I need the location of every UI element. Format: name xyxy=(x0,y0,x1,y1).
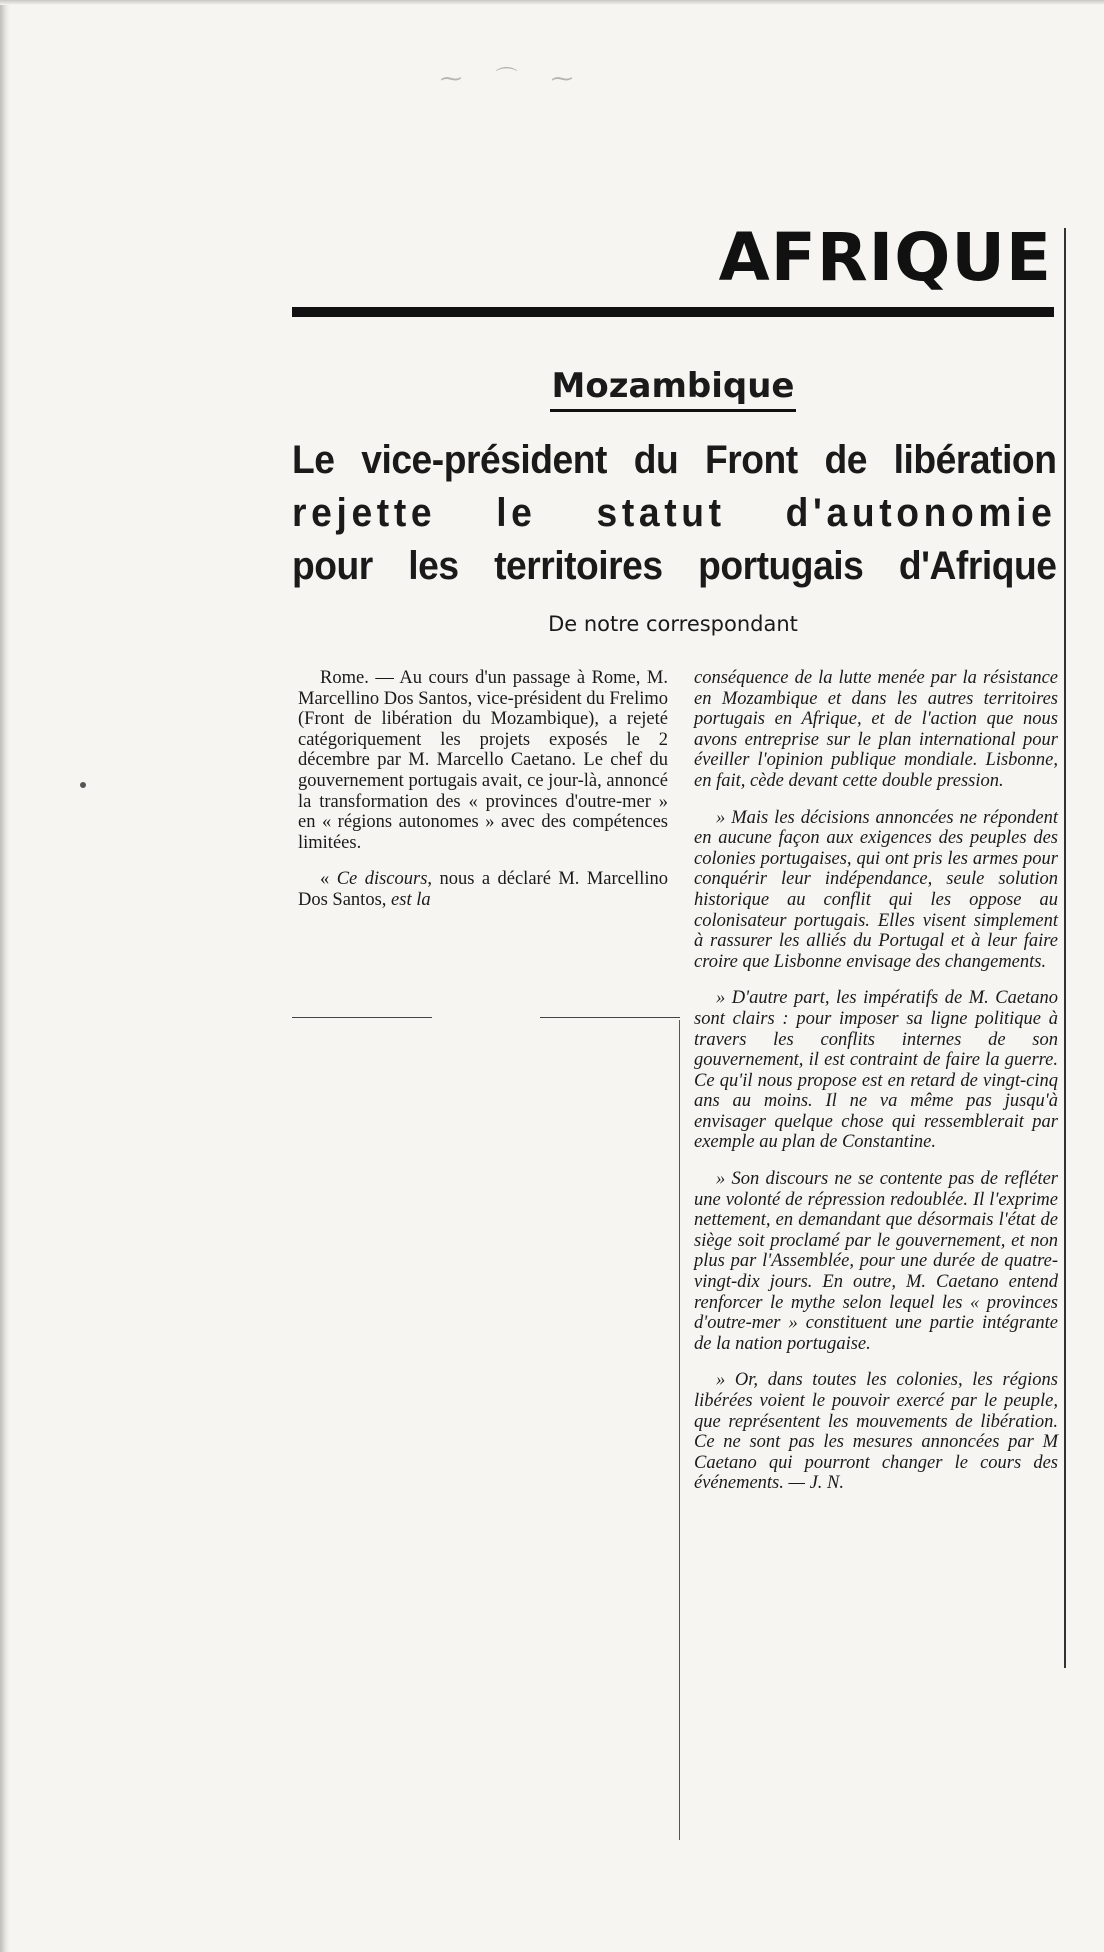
section-title: AFRIQUE xyxy=(718,219,1052,296)
ink-speck xyxy=(80,782,86,788)
byline: De notre correspondant xyxy=(548,612,798,636)
rubric-label: Mozambique xyxy=(550,364,797,412)
section-title-rule xyxy=(292,307,1054,317)
paragraph: » Mais les décisions annoncées ne répondent en aucune façon aux exigences des peuples des colonies portugaises, qui ont pris les armes pour conquérir leur indépendance, seule solution historique au conflit qui les oppose au colonisateur portugais. Elles visent simplement à rassurer les alliés du Portugal et à leur faire croire que Lisbonne envisage des changements. xyxy=(694,807,1058,972)
article-column-right xyxy=(694,668,1058,1510)
paragraph: « Ce discours, nous a déclaré M. Marcellino Dos Santos, est la xyxy=(298,869,669,910)
paragraph: Rome. — Au cours d'un passage à Rome, M. Marcellino Dos Santos, vice-président du Frelimo (Front de libération du Mozambique), a rejeté catégoriquement les projets exposés le 2 décembre par M. Marcello Caetano. Le chef du gouvernement portugais avait, ce jour-là, annoncé la transformation des « provinces d'outre-mer » en « régions autonomes » avec des compétences limitées. xyxy=(298,668,668,853)
scan-left-edge xyxy=(0,0,10,1952)
page-frame-right-rule xyxy=(1064,228,1066,1668)
headline xyxy=(292,434,1058,593)
column-divider xyxy=(679,1020,680,1840)
paragraph: » Son discours ne se contente pas de refléter une volonté de répression redoublée. Il l'exprime nettement, en demandant que désormais l'état de siège soit proclamé par le gouvernement, et non plus par l'Assemblée, pour une durée de quatre-vingt-dix jours. En outre, M. Caetano entend renforcer le mythe selon lequel les « provinces d'outre-mer » constituent une partie intégrante de la nation portugaise. xyxy=(694,1169,1058,1354)
headline-line-1: Le vice-président du Front de libération xyxy=(292,438,1057,482)
faint-stamp-mark: ⁓ ⌒ ⁓ xyxy=(440,66,588,91)
paragraph: conséquence de la lutte menée par la résistance en Mozambique et dans les autres territoires portugais en Afrique, et de l'action que nous avons entreprise sur le plan international pour éveiller l'opinion publique mondiale. Lisbonne, en fait, cède devant cette double pression. xyxy=(694,668,1058,791)
paragraph: » Or, dans toutes les colonies, les régions libérées voient le pouvoir exercé par le peuple, que représentent les mouvements de libération. Ce ne sont pas les mesures annoncées par M Caetano qui pourront changer le cours des événements. — J. N. xyxy=(694,1370,1058,1494)
headline-line-3: pour les territoires portugais d'Afrique xyxy=(292,544,1057,588)
paragraph: » D'autre part, les impératifs de M. Caetano sont clairs : pour imposer sa ligne politique à travers les conflits internes de son gouvernement, il est contraint de faire la guerre. Ce qu'il nous propose est en retard de vingt-cinq ans au moins. Il ne va même pas jusqu'à envisager quelque chose qui ressemblerait par exemple au plan de Constantine. xyxy=(694,988,1058,1153)
column-end-rule xyxy=(292,1017,432,1018)
rubric xyxy=(292,364,1054,412)
article-column-left xyxy=(298,668,668,927)
scan-top-edge xyxy=(0,0,1104,5)
column-end-rule xyxy=(540,1017,680,1018)
headline-line-2: rejette le statut d'autonomie xyxy=(292,491,1057,535)
